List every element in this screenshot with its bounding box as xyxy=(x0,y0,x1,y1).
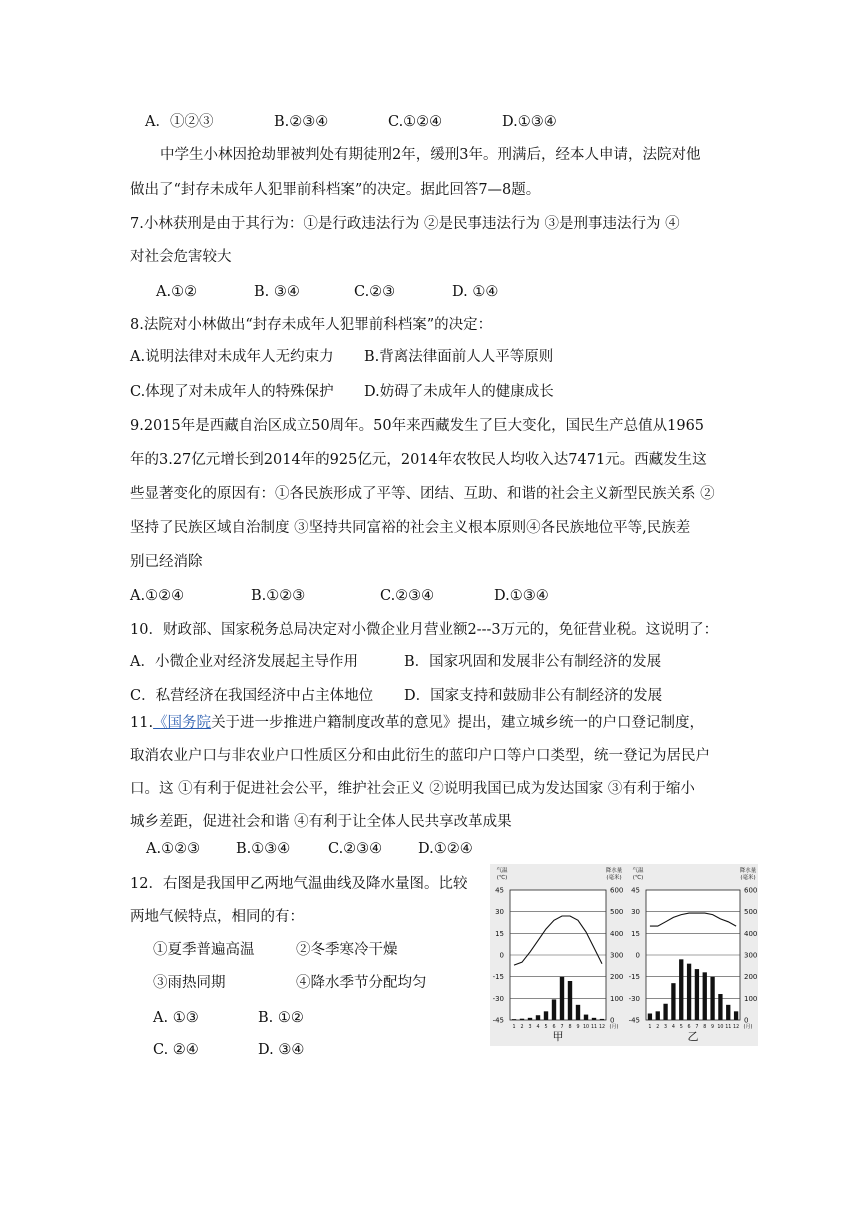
q11-stem-line3: 口。这 ①有利于促进社会公平，维护社会正义 ②说明我国已成为发达国家 ③有利于缩小 xyxy=(130,781,695,797)
precip-bar-甲-1 xyxy=(512,1019,516,1020)
q12-option-d: D. ③④ xyxy=(258,1042,305,1058)
month-tick-label: 10 xyxy=(717,1025,724,1030)
precip-bar-乙-5 xyxy=(679,959,683,1020)
precip-tick-label: 500 xyxy=(744,908,758,917)
month-tick-label: 6 xyxy=(552,1025,556,1030)
precip-bar-乙-3 xyxy=(663,1004,667,1020)
q6-option-a: A．①②③ xyxy=(145,114,214,130)
month-tick-label: 4 xyxy=(536,1025,540,1030)
precip-bar-乙-1 xyxy=(648,1014,652,1021)
q12-choice-3: ③雨热同期 xyxy=(153,975,226,991)
precip-bar-甲-6 xyxy=(552,999,556,1020)
month-tick-label: 8 xyxy=(568,1025,572,1030)
temp-tick-label: -45 xyxy=(628,1016,640,1025)
precip-tick-label: 300 xyxy=(610,951,624,960)
precip-bar-甲-7 xyxy=(560,977,564,1020)
q6-option-b: B.②③④ xyxy=(274,114,329,130)
temp-tick-label: -30 xyxy=(628,994,640,1003)
month-tick-label: 3 xyxy=(528,1025,532,1030)
month-tick-label: 1 xyxy=(512,1025,516,1030)
precip-tick-label: 600 xyxy=(610,886,624,895)
q12-option-c: C. ②④ xyxy=(153,1042,199,1058)
month-tick-label: 11 xyxy=(725,1025,732,1030)
q11-number: 11. xyxy=(130,715,154,731)
precip-bar-乙-12 xyxy=(734,1011,738,1020)
temp-tick-label: 30 xyxy=(495,908,504,917)
precip-tick-label: 500 xyxy=(610,908,624,917)
precip-bar-甲-3 xyxy=(528,1018,532,1020)
temp-tick-label: 15 xyxy=(495,929,504,938)
q6-option-d: D.①③④ xyxy=(502,114,557,130)
precip-axis-unit: (毫米) xyxy=(740,875,756,881)
month-tick-label: 8 xyxy=(703,1025,707,1030)
precip-tick-label: 0 xyxy=(610,1016,615,1025)
temp-axis-label: 气温 xyxy=(632,868,644,874)
q6-option-c: C.①②④ xyxy=(388,114,443,130)
q7-option-c: C.②③ xyxy=(354,284,396,300)
q11-stem-line2: 取消农业户口与非农业户口性质区分和由此衍生的蓝印户口等户口类型，统一登记为居民户 xyxy=(130,748,710,764)
month-tick-label: 3 xyxy=(664,1025,668,1030)
precip-bar-乙-4 xyxy=(671,983,675,1020)
precip-bar-甲-4 xyxy=(536,1015,540,1020)
precip-bar-乙-7 xyxy=(695,969,699,1020)
temp-tick-label: 30 xyxy=(631,908,640,917)
q10-option-d: D．国家支持和鼓励非公有制经济的发展 xyxy=(404,688,663,704)
q11-stem-line4: 城乡差距，促进社会和谐 ④有利于让全体人民共享改革成果 xyxy=(130,814,512,830)
month-tick-label: 9 xyxy=(711,1025,715,1030)
precip-axis-label: 降水量 xyxy=(605,868,623,874)
q12-stem-line1: 12．右图是我国甲乙两地气温曲线及降水量图。比较 xyxy=(130,876,468,892)
month-tick-label: 5 xyxy=(679,1025,683,1030)
q10-option-a: A．小微企业对经济发展起主导作用 xyxy=(130,654,358,670)
precip-bar-甲-12 xyxy=(600,1019,604,1020)
q8-stem: 8.法院对小林做出“封存未成年人犯罪前科档案”的决定： xyxy=(130,317,493,333)
q9-stem-line2: 年的3.27亿元增长到2014年的925亿元，2014年农牧民人均收入达7471元。西藏发生这 xyxy=(130,452,707,468)
precip-tick-label: 0 xyxy=(744,1016,749,1025)
precip-tick-label: 100 xyxy=(610,994,624,1003)
month-tick-label: 7 xyxy=(695,1025,699,1030)
intro-78-line2: 做出了“封存未成年人犯罪前科档案”的决定。据此回答7—8题。 xyxy=(130,182,541,198)
temp-tick-label: -45 xyxy=(492,1016,504,1025)
precip-bar-甲-11 xyxy=(592,1018,596,1020)
intro-78-line1: 中学生小林因抢劫罪被判处有期徒刑2年，缓刑3年。刑满后，经本人申请，法院对他 xyxy=(160,147,701,163)
month-tick-label: 12 xyxy=(598,1025,606,1030)
q7-stem-line1: 7.小林获刑是由于其行为：①是行政违法行为 ②是民事违法行为 ③是刑事违法行为 ④ xyxy=(130,216,680,232)
temp-tick-label: 0 xyxy=(635,951,640,960)
precip-bar-乙-11 xyxy=(726,1005,730,1020)
q7-option-d: D. ①④ xyxy=(452,284,499,300)
panel-name-乙: 乙 xyxy=(687,1030,699,1043)
temp-tick-label: 15 xyxy=(631,929,640,938)
precip-tick-label: 400 xyxy=(744,929,758,938)
precip-bar-甲-5 xyxy=(544,1011,548,1020)
month-tick-label: 1 xyxy=(648,1025,652,1030)
temp-tick-label: 0 xyxy=(499,951,504,960)
precip-bar-乙-8 xyxy=(703,972,707,1020)
q11-stem-line1 xyxy=(130,713,704,733)
month-tick-label: 5 xyxy=(544,1025,548,1030)
q9-option-d: D.①③④ xyxy=(494,588,549,604)
month-unit-label: (月) xyxy=(609,1024,619,1030)
month-tick-label: 12 xyxy=(733,1025,740,1030)
q9-option-c: C.②③④ xyxy=(380,588,435,604)
q12-choice-1: ①夏季普遍高温 xyxy=(153,942,255,958)
month-unit-label: (月) xyxy=(743,1024,753,1030)
q11-option-a: A.①②③ xyxy=(146,841,201,857)
q8-option-d: D.妨碍了未成年人的健康成长 xyxy=(364,384,554,400)
q8-option-c: C.体现了对未成年人的特殊保护 xyxy=(130,384,334,400)
q12-option-a: A. ①③ xyxy=(153,1010,199,1026)
precip-axis-label: 降水量 xyxy=(739,868,757,874)
month-tick-label: 9 xyxy=(576,1025,580,1030)
precip-tick-label: 200 xyxy=(610,973,624,982)
q9-stem-line3: 些显著变化的原因有：①各民族形成了平等、团结、互助、和谐的社会主义新型民族关系 ② xyxy=(130,486,715,502)
month-tick-label: 11 xyxy=(590,1025,598,1030)
month-tick-label: 4 xyxy=(671,1025,675,1030)
q11-option-d: D.①②④ xyxy=(418,841,473,857)
precip-tick-label: 100 xyxy=(744,994,758,1003)
q7-option-a: A.①② xyxy=(156,284,198,300)
climate-chart xyxy=(490,864,758,1046)
temp-axis-label: 气温 xyxy=(496,868,508,874)
precip-bar-甲-8 xyxy=(568,981,572,1020)
q12-stem-line2: 两地气候特点，相同的有： xyxy=(130,909,304,925)
month-tick-label: 6 xyxy=(687,1025,691,1030)
q12-choice-2: ②冬季寒冷干燥 xyxy=(296,942,398,958)
temp-tick-label: -15 xyxy=(492,973,504,982)
precip-tick-label: 200 xyxy=(744,973,758,982)
q11-option-c: C.②③④ xyxy=(328,841,383,857)
precip-bar-甲-9 xyxy=(576,1005,580,1020)
q10-option-b: B．国家巩固和发展非公有制经济的发展 xyxy=(404,654,662,670)
q11-line1-rest: 关于进一步推进户籍制度改革的意见》提出，建立城乡统一的户口登记制度， xyxy=(211,715,705,731)
month-tick-label: 2 xyxy=(520,1025,524,1030)
temp-tick-label: 45 xyxy=(631,886,640,895)
temp-axis-unit: (℃) xyxy=(496,875,508,881)
precip-bar-乙-9 xyxy=(710,977,714,1020)
temp-tick-label: 45 xyxy=(495,886,504,895)
q11-link-guowuyuan[interactable]: 《国务院 xyxy=(153,715,212,731)
q12-option-b: B. ①② xyxy=(258,1010,304,1026)
month-tick-label: 10 xyxy=(582,1025,590,1030)
q9-stem-line5: 别已经消除 xyxy=(130,554,203,570)
q11-option-b: B.①③④ xyxy=(236,841,291,857)
precip-bar-甲-2 xyxy=(520,1019,524,1020)
q7-stem-line2: 对社会危害较大 xyxy=(130,249,232,265)
q9-stem-line4: 坚持了民族区域自治制度 ③坚持共同富裕的社会主义根本原则④各民族地位平等,民族差 xyxy=(130,520,691,536)
q12-choice-4: ④降水季节分配均匀 xyxy=(296,975,427,991)
precip-tick-label: 300 xyxy=(744,951,758,960)
q8-option-b: B.背离法律面前人人平等原则 xyxy=(364,349,554,365)
precip-bar-乙-6 xyxy=(687,964,691,1020)
precip-tick-label: 400 xyxy=(610,929,624,938)
month-tick-label: 7 xyxy=(560,1025,564,1030)
month-tick-label: 2 xyxy=(656,1025,660,1030)
q8-option-a: A.说明法律对未成年人无约束力 xyxy=(130,349,334,365)
q10-stem: 10．财政部、国家税务总局决定对小微企业月营业额2---3万元的，免征营业税。这说明了： xyxy=(130,622,719,638)
precip-tick-label: 600 xyxy=(744,886,758,895)
q9-stem-line1: 9.2015年是西藏自治区成立50周年。50年来西藏发生了巨大变化，国民生产总值从1965 xyxy=(130,418,705,434)
temp-axis-unit: (℃) xyxy=(632,875,644,881)
temp-tick-label: -15 xyxy=(628,973,640,982)
temp-tick-label: -30 xyxy=(492,994,504,1003)
precip-bar-甲-10 xyxy=(584,1015,588,1020)
precip-bar-乙-2 xyxy=(656,1011,660,1020)
q9-option-b: B.①②③ xyxy=(251,588,306,604)
precip-axis-unit: (毫米) xyxy=(606,875,622,881)
panel-name-甲: 甲 xyxy=(552,1030,564,1043)
q7-option-b: B. ③④ xyxy=(254,284,300,300)
q9-option-a: A.①②④ xyxy=(130,588,185,604)
precip-bar-乙-10 xyxy=(718,994,722,1020)
q10-option-c: C．私营经济在我国经济中占主体地位 xyxy=(130,688,374,704)
